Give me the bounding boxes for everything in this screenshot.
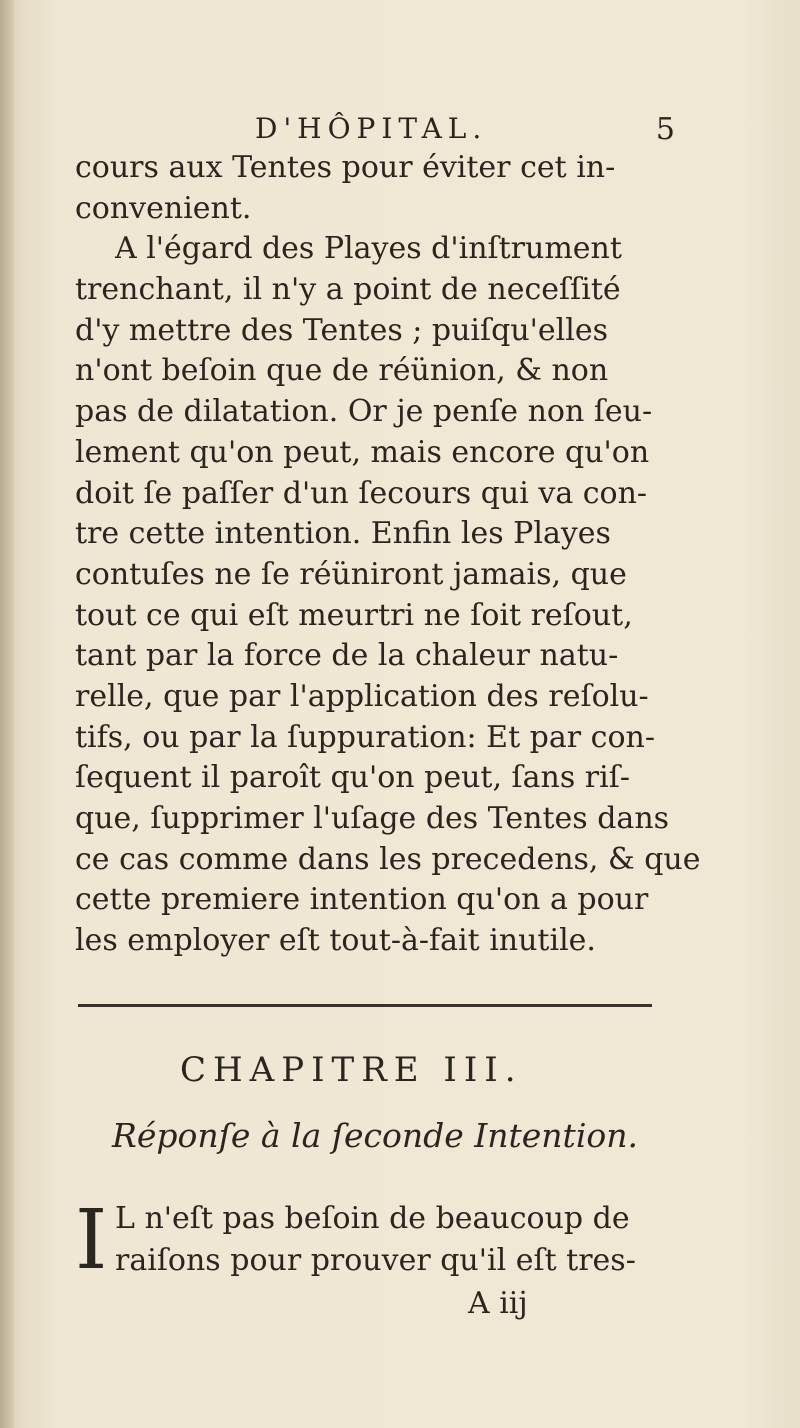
text-line: ſequent il paroît qu'on peut, ſans riſ- [75,760,630,796]
text-line: ce cas comme dans les precedens, & que [75,841,701,877]
text-line: cours aux Tentes pour éviter cet in- [75,150,616,185]
text-line: d'y mettre des Tentes ; puiſqu'elles [75,312,608,348]
page-gutter [0,0,14,1428]
body-text [75,148,701,962]
chapter-title: CHAPITRE III. [180,1050,523,1090]
text-line: raiſons pour prouver qu'il eſt tres- [115,1243,636,1278]
section-divider [78,1004,652,1007]
text-line: A l'égard des Playes d'inſtrument [115,231,622,267]
signature-mark: A iij [468,1286,528,1321]
text-line: doit ſe paſſer d'un ſecours qui va con- [75,475,648,511]
text-line: convenient. [75,190,252,226]
drop-cap: I [75,1193,108,1288]
text-line: les employer eſt tout-à-fait inutile. [75,923,596,959]
text-line: cette premiere intention qu'on a pour [75,882,649,918]
page-number: 5 [655,112,675,147]
text-line: n'ont beſoin que de réünion, & non [75,353,609,389]
running-head: D'HÔPITAL. [255,112,488,145]
text-line: tant par la force de la chaleur natu- [75,638,619,674]
text-line: trenchant, il n'y a point de neceſſité [75,272,621,308]
text-line: tifs, ou par la ſuppuration: Et par con- [75,719,655,755]
text-line: relle, que par l'application des reſolu- [75,678,649,714]
text-line: tre cette intention. Enfin les Playes [75,516,611,552]
text-line: pas de dilatation. Or je penſe non ſeu- [75,394,653,430]
text-line: que, ſupprimer l'uſage des Tentes dans [75,801,670,836]
chapter-subtitle: Réponſe à la ſeconde Intention. [112,1116,638,1155]
text-line: L n'eſt pas beſoin de beaucoup de [115,1201,630,1236]
text-line: tout ce qui eſt meurtri ne ſoit reſout, [75,597,633,633]
text-line: lement qu'on peut, mais encore qu'on [75,434,650,470]
text-line: contuſes ne ſe réüniront jamais, que [75,556,627,592]
chapter-paragraph [75,1193,675,1288]
